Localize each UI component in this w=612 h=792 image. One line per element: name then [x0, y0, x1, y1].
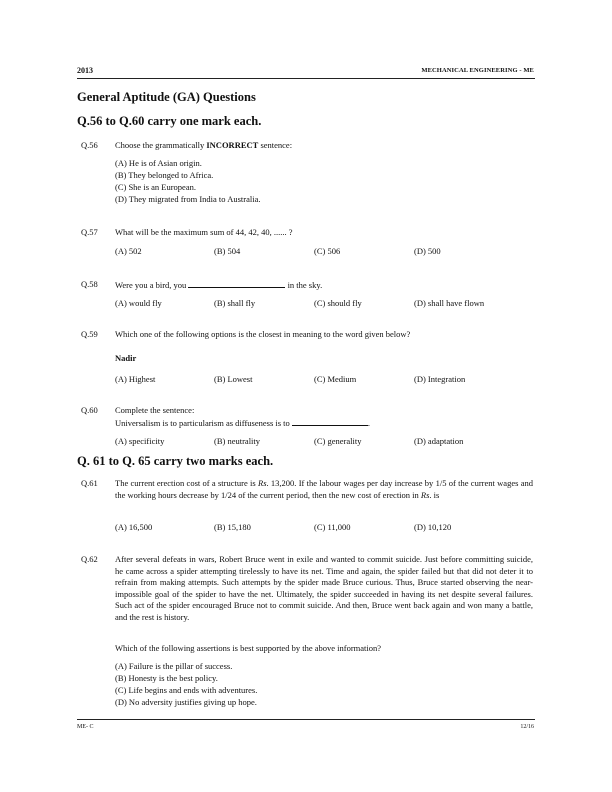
- question-text: What will be the maximum sum of 44, 42, 40, ...... ?: [115, 227, 293, 237]
- question-text: Were you a bird, you in the sky.: [115, 280, 323, 290]
- option-c: (C) generality: [314, 436, 362, 446]
- section-two-mark-heading: Q. 61 to Q. 65 carry two marks each.: [77, 454, 274, 468]
- option-line: (A) Failure is the pillar of success.: [115, 661, 233, 671]
- question-text: Which one of the following options is the closest in meaning to the word given below?: [115, 329, 411, 339]
- footer-code: ME- C: [77, 724, 94, 730]
- option-b: (B) shall fly: [214, 298, 256, 308]
- option-line: (D) They migrated from India to Australia.: [115, 194, 261, 204]
- option-line: (C) She is an European.: [115, 182, 196, 192]
- question-number: Q.56: [81, 140, 98, 150]
- option-d: (D) shall have flown: [414, 298, 485, 308]
- header-subject: MECHANICAL ENGINEERING - ME: [421, 67, 534, 74]
- question-number: Q.59: [81, 329, 98, 339]
- header-rule: [77, 78, 535, 79]
- option-c: (C) 11,000: [314, 522, 351, 532]
- header-year: 2013: [77, 66, 93, 75]
- question-number: Q.58: [81, 279, 98, 289]
- question-number: Q.57: [81, 227, 98, 237]
- option-b: (B) 504: [214, 246, 241, 256]
- option-a: (A) Highest: [115, 374, 156, 384]
- option-b: (B) neutrality: [214, 436, 261, 446]
- question-number: Q.60: [81, 405, 98, 415]
- option-line: (C) Life begins and ends with adventures.: [115, 685, 258, 695]
- option-d: (D) 500: [414, 246, 441, 256]
- option-c: (C) Medium: [314, 374, 357, 384]
- option-d: (D) 10,120: [414, 522, 452, 532]
- question-text: Complete the sentence:: [115, 405, 195, 415]
- option-a: (A) would fly: [115, 298, 162, 308]
- question-text-line: Universalism is to particularism as diffuseness is to .: [115, 418, 371, 428]
- question-word: Nadir: [115, 353, 137, 363]
- option-d: (D) Integration: [414, 374, 466, 384]
- question-text: The current erection cost of a structure is Rs. 13,200. If the labour wages per day increase by 1/5 of the current wages and the working hours decrease by 1/24 of the current period, then the new cost of erection in Rs. is: [115, 478, 533, 500]
- option-line: (A) He is of Asian origin.: [115, 158, 202, 168]
- footer-rule: [77, 719, 535, 720]
- question-text: Choose the grammatically INCORRECT sentence:: [115, 140, 293, 150]
- option-b: (B) 15,180: [214, 522, 251, 532]
- blank-line: [292, 417, 368, 426]
- question-number: Q.62: [81, 554, 98, 564]
- option-a: (A) specificity: [115, 436, 165, 446]
- option-line: (B) They belonged to Africa.: [115, 170, 214, 180]
- question-passage: After several defeats in wars, Robert Bruce went in exile and wanted to commit suicide. Just before committing suicide, he came across a spider attempting tirelessly to have its net. Time and again, the spider failed but that did not deter it to refrain from making attempts. Such attempts by the spider made Bruce curious. Thus, Bruce started observing the near-impossible goal of the spider to have the net. Ultimately, the spider succeeded in having its net despite several failures. Such act of the spider encouraged Bruce not to commit suicide. And then, Bruce went back again and won many a battle, and the rest is history.: [115, 554, 533, 622]
- option-line: (D) No adversity justifies giving up hope.: [115, 697, 257, 707]
- blank-line: [188, 279, 285, 288]
- option-d: (D) adaptation: [414, 436, 464, 446]
- option-c: (C) 506: [314, 246, 341, 256]
- option-a: (A) 16,500: [115, 522, 153, 532]
- question-number: Q.61: [81, 478, 98, 488]
- section-one-mark-heading: Q.56 to Q.60 carry one mark each.: [77, 114, 262, 128]
- option-c: (C) should fly: [314, 298, 362, 308]
- option-line: (B) Honesty is the best policy.: [115, 673, 218, 683]
- option-b: (B) Lowest: [214, 374, 253, 384]
- question-text: Which of the following assertions is best supported by the above information?: [115, 643, 382, 653]
- section-title-ga: General Aptitude (GA) Questions: [77, 90, 256, 104]
- footer-page-number: 12/16: [520, 724, 534, 730]
- option-a: (A) 502: [115, 246, 142, 256]
